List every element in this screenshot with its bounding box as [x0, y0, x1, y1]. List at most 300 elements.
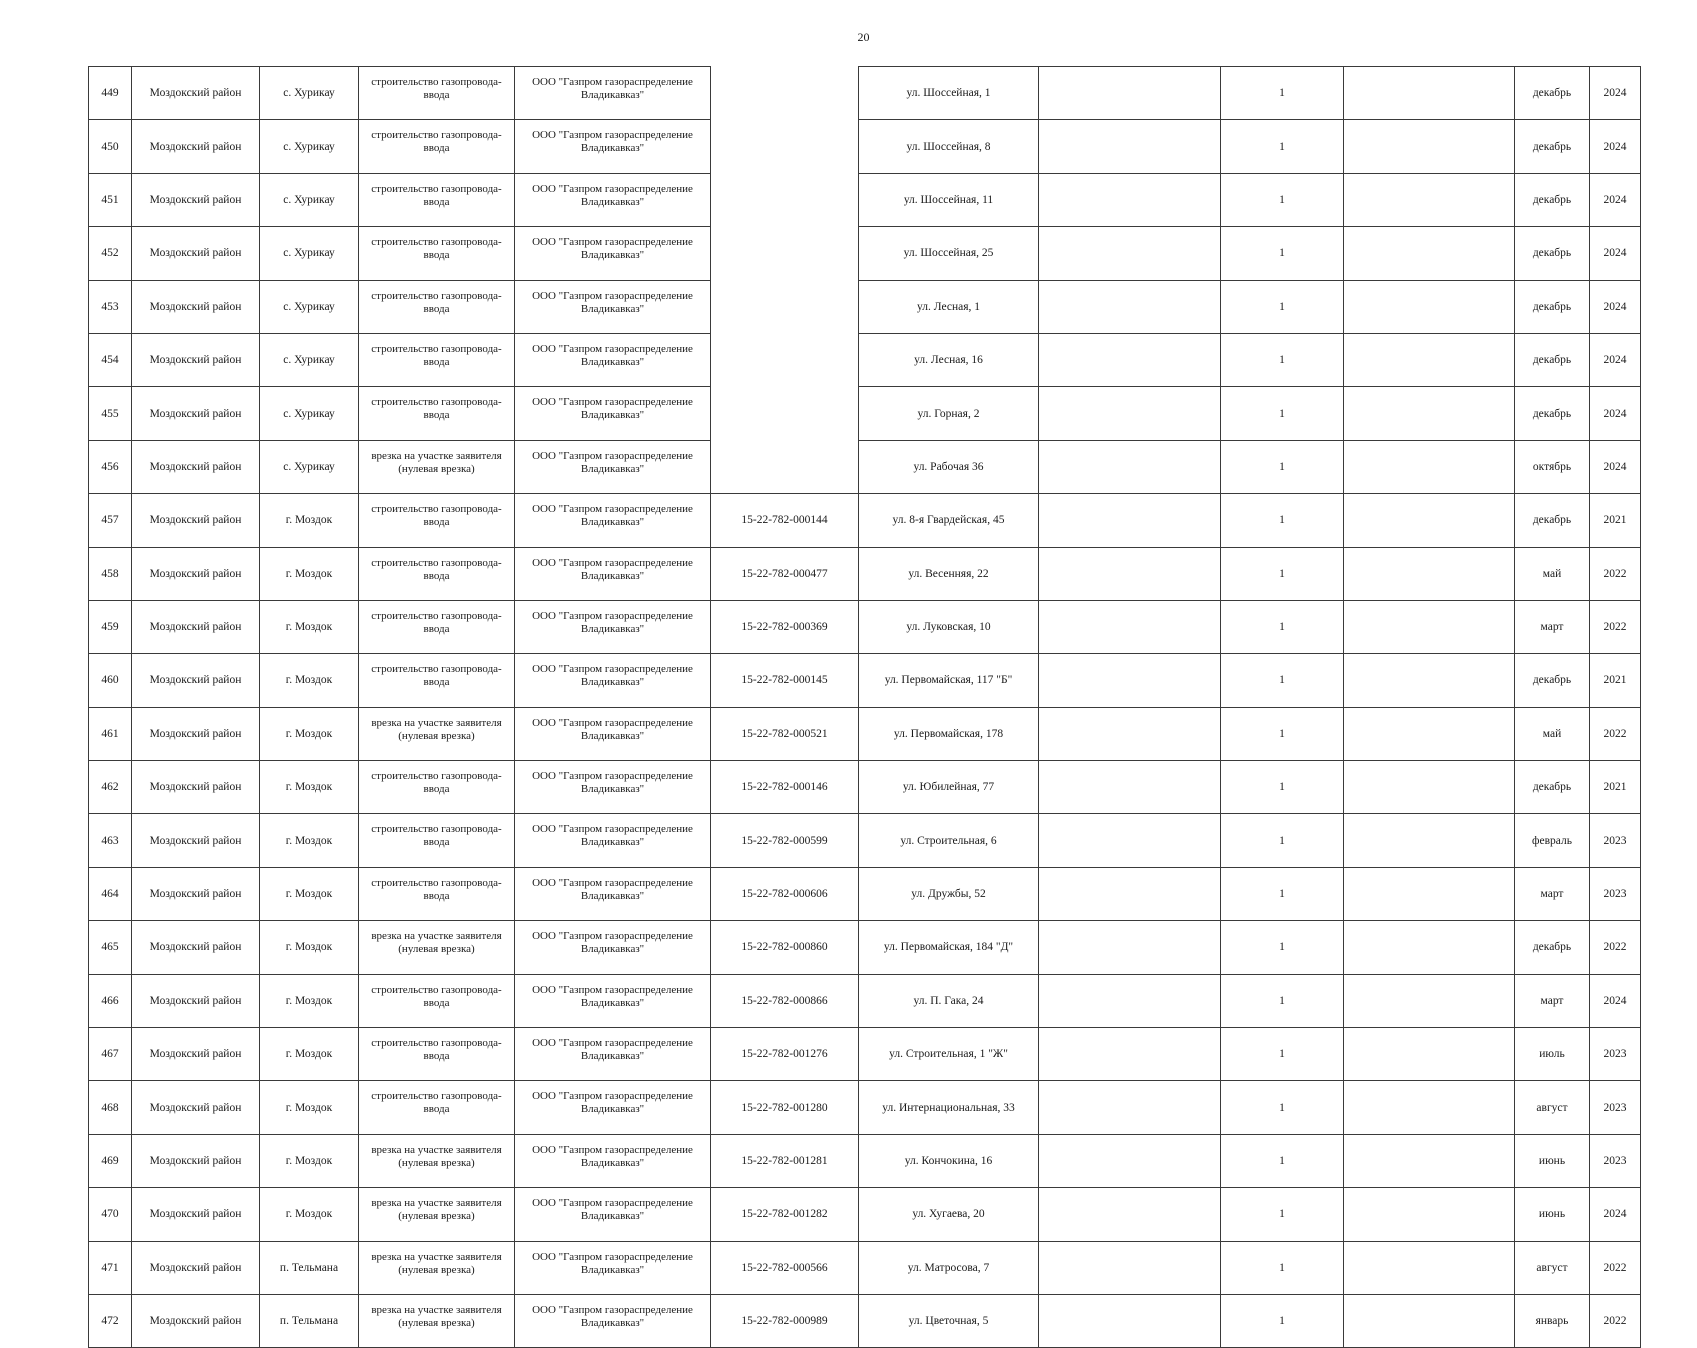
address-cell: ул. Первомайская, 117 "Б" — [859, 654, 1039, 707]
quantity-cell: 1 — [1221, 547, 1344, 600]
district-cell: Моздокский район — [132, 1294, 260, 1347]
year-cell: 2024 — [1590, 333, 1641, 386]
month-cell: март — [1515, 600, 1590, 653]
table-row — [89, 600, 1641, 653]
district-cell: Моздокский район — [132, 1081, 260, 1134]
locality-cell: п. Тельмана — [260, 1294, 359, 1347]
year-cell: 2022 — [1590, 707, 1641, 760]
empty-column-cell — [1039, 387, 1221, 440]
tech-conditions-number-cell: 15-22-782-000369 — [711, 600, 859, 653]
page-number: 20 — [857, 30, 870, 44]
work-type-cell: врезка на участке заявителя (нулевая врезка) — [359, 1188, 515, 1241]
work-type-cell: врезка на участке заявителя (нулевая врезка) — [359, 921, 515, 974]
year-cell: 2021 — [1590, 494, 1641, 547]
locality-cell: г. Моздок — [260, 494, 359, 547]
organization-cell: ООО "Газпром газораспределение Владикавказ" — [515, 1241, 711, 1294]
month-cell: декабрь — [1515, 173, 1590, 226]
work-type-cell: строительство газопровода-ввода — [359, 67, 515, 120]
table-row — [89, 654, 1641, 707]
organization-cell: ООО "Газпром газораспределение Владикавказ" — [515, 494, 711, 547]
address-cell: ул. Шоссейная, 1 — [859, 67, 1039, 120]
year-cell: 2021 — [1590, 761, 1641, 814]
organization-cell: ООО "Газпром газораспределение Владикавказ" — [515, 1028, 711, 1081]
empty-column-cell — [1344, 814, 1515, 867]
locality-cell: г. Моздок — [260, 654, 359, 707]
quantity-cell: 1 — [1221, 867, 1344, 920]
row-number-cell: 469 — [89, 1134, 132, 1187]
quantity-cell: 1 — [1221, 814, 1344, 867]
tech-conditions-number-cell: 15-22-782-000521 — [711, 707, 859, 760]
district-cell: Моздокский район — [132, 173, 260, 226]
month-cell: март — [1515, 974, 1590, 1027]
month-cell: декабрь — [1515, 67, 1590, 120]
empty-column-cell — [1344, 1134, 1515, 1187]
organization-cell: ООО "Газпром газораспределение Владикавказ" — [515, 921, 711, 974]
address-cell: ул. Матросова, 7 — [859, 1241, 1039, 1294]
empty-column-cell — [1039, 974, 1221, 1027]
month-cell: декабрь — [1515, 654, 1590, 707]
table-row — [89, 494, 1641, 547]
empty-column-cell — [1039, 1294, 1221, 1347]
row-number-cell: 459 — [89, 600, 132, 653]
district-cell: Моздокский район — [132, 921, 260, 974]
empty-column-cell — [1344, 867, 1515, 920]
empty-column-cell — [1344, 227, 1515, 280]
quantity-cell: 1 — [1221, 280, 1344, 333]
table-row — [89, 387, 1641, 440]
empty-column-cell — [1344, 974, 1515, 1027]
empty-column-cell — [1344, 440, 1515, 493]
month-cell: декабрь — [1515, 120, 1590, 173]
month-cell: декабрь — [1515, 333, 1590, 386]
district-cell: Моздокский район — [132, 600, 260, 653]
quantity-cell: 1 — [1221, 1081, 1344, 1134]
locality-cell: г. Моздок — [260, 1188, 359, 1241]
empty-column-cell — [1344, 67, 1515, 120]
locality-cell: г. Моздок — [260, 1081, 359, 1134]
district-cell: Моздокский район — [132, 1241, 260, 1294]
address-cell: ул. Строительная, 1 "Ж" — [859, 1028, 1039, 1081]
locality-cell: г. Моздок — [260, 921, 359, 974]
address-cell: ул. Первомайская, 184 "Д" — [859, 921, 1039, 974]
table-row — [89, 814, 1641, 867]
empty-column-cell — [1344, 1241, 1515, 1294]
row-number-cell: 458 — [89, 547, 132, 600]
work-type-cell: строительство газопровода-ввода — [359, 1081, 515, 1134]
empty-column-cell — [1344, 280, 1515, 333]
row-number-cell: 455 — [89, 387, 132, 440]
month-cell: июнь — [1515, 1188, 1590, 1241]
year-cell: 2023 — [1590, 1081, 1641, 1134]
address-cell: ул. Весенняя, 22 — [859, 547, 1039, 600]
table-row — [89, 1081, 1641, 1134]
tech-conditions-number-cell — [711, 67, 859, 120]
address-cell: ул. Лесная, 16 — [859, 333, 1039, 386]
year-cell: 2024 — [1590, 974, 1641, 1027]
organization-cell: ООО "Газпром газораспределение Владикавказ" — [515, 707, 711, 760]
work-type-cell: строительство газопровода-ввода — [359, 600, 515, 653]
empty-column-cell — [1344, 120, 1515, 173]
year-cell: 2023 — [1590, 1028, 1641, 1081]
year-cell: 2022 — [1590, 600, 1641, 653]
quantity-cell: 1 — [1221, 974, 1344, 1027]
locality-cell: с. Хурикау — [260, 67, 359, 120]
address-cell: ул. Интернациональная, 33 — [859, 1081, 1039, 1134]
tech-conditions-number-cell — [711, 333, 859, 386]
table-row — [89, 440, 1641, 493]
month-cell: май — [1515, 707, 1590, 760]
work-type-cell: строительство газопровода-ввода — [359, 974, 515, 1027]
locality-cell: с. Хурикау — [260, 173, 359, 226]
quantity-cell: 1 — [1221, 761, 1344, 814]
organization-cell: ООО "Газпром газораспределение Владикавказ" — [515, 227, 711, 280]
empty-column-cell — [1039, 1081, 1221, 1134]
work-type-cell: строительство газопровода-ввода — [359, 280, 515, 333]
organization-cell: ООО "Газпром газораспределение Владикавказ" — [515, 1188, 711, 1241]
organization-cell: ООО "Газпром газораспределение Владикавказ" — [515, 600, 711, 653]
empty-column-cell — [1344, 1188, 1515, 1241]
year-cell: 2023 — [1590, 867, 1641, 920]
district-cell: Моздокский район — [132, 974, 260, 1027]
organization-cell: ООО "Газпром газораспределение Владикавказ" — [515, 867, 711, 920]
work-type-cell: строительство газопровода-ввода — [359, 654, 515, 707]
district-cell: Моздокский район — [132, 333, 260, 386]
empty-column-cell — [1344, 600, 1515, 653]
locality-cell: с. Хурикау — [260, 227, 359, 280]
tech-conditions-number-cell: 15-22-782-001281 — [711, 1134, 859, 1187]
tech-conditions-number-cell: 15-22-782-001280 — [711, 1081, 859, 1134]
work-type-cell: строительство газопровода-ввода — [359, 120, 515, 173]
work-type-cell: строительство газопровода-ввода — [359, 387, 515, 440]
tech-conditions-number-cell — [711, 440, 859, 493]
locality-cell: г. Моздок — [260, 1028, 359, 1081]
quantity-cell: 1 — [1221, 67, 1344, 120]
locality-cell: с. Хурикау — [260, 387, 359, 440]
table-row — [89, 867, 1641, 920]
empty-column-cell — [1344, 1028, 1515, 1081]
month-cell: декабрь — [1515, 387, 1590, 440]
address-cell: ул. Цветочная, 5 — [859, 1294, 1039, 1347]
row-number-cell: 460 — [89, 654, 132, 707]
empty-column-cell — [1344, 761, 1515, 814]
year-cell: 2023 — [1590, 1134, 1641, 1187]
empty-column-cell — [1039, 67, 1221, 120]
quantity-cell: 1 — [1221, 173, 1344, 226]
row-number-cell: 452 — [89, 227, 132, 280]
row-number-cell: 457 — [89, 494, 132, 547]
locality-cell: г. Моздок — [260, 814, 359, 867]
empty-column-cell — [1039, 654, 1221, 707]
locality-cell: с. Хурикау — [260, 120, 359, 173]
table-row — [89, 1294, 1641, 1347]
empty-column-cell — [1344, 333, 1515, 386]
work-type-cell: строительство газопровода-ввода — [359, 761, 515, 814]
tech-conditions-number-cell — [711, 120, 859, 173]
table-row — [89, 280, 1641, 333]
table-row — [89, 67, 1641, 120]
empty-column-cell — [1039, 440, 1221, 493]
tech-conditions-number-cell: 15-22-782-000599 — [711, 814, 859, 867]
year-cell: 2024 — [1590, 120, 1641, 173]
tech-conditions-number-cell — [711, 227, 859, 280]
row-number-cell: 466 — [89, 974, 132, 1027]
work-type-cell: строительство газопровода-ввода — [359, 814, 515, 867]
quantity-cell: 1 — [1221, 1134, 1344, 1187]
year-cell: 2024 — [1590, 67, 1641, 120]
work-type-cell: врезка на участке заявителя (нулевая врезка) — [359, 440, 515, 493]
address-cell: ул. Лесная, 1 — [859, 280, 1039, 333]
organization-cell: ООО "Газпром газораспределение Владикавказ" — [515, 1134, 711, 1187]
month-cell: декабрь — [1515, 280, 1590, 333]
row-number-cell: 472 — [89, 1294, 132, 1347]
table-row — [89, 761, 1641, 814]
address-cell: ул. Хугаева, 20 — [859, 1188, 1039, 1241]
work-type-cell: врезка на участке заявителя (нулевая врезка) — [359, 707, 515, 760]
year-cell: 2023 — [1590, 814, 1641, 867]
work-type-cell: врезка на участке заявителя (нулевая врезка) — [359, 1134, 515, 1187]
empty-column-cell — [1039, 921, 1221, 974]
address-cell: ул. Строительная, 6 — [859, 814, 1039, 867]
table-row — [89, 173, 1641, 226]
year-cell: 2024 — [1590, 280, 1641, 333]
row-number-cell: 451 — [89, 173, 132, 226]
year-cell: 2024 — [1590, 1188, 1641, 1241]
table-row — [89, 333, 1641, 386]
district-cell: Моздокский район — [132, 654, 260, 707]
table-row — [89, 1134, 1641, 1187]
quantity-cell: 1 — [1221, 1028, 1344, 1081]
quantity-cell: 1 — [1221, 333, 1344, 386]
month-cell: март — [1515, 867, 1590, 920]
empty-column-cell — [1039, 1188, 1221, 1241]
organization-cell: ООО "Газпром газораспределение Владикавказ" — [515, 333, 711, 386]
empty-column-cell — [1344, 494, 1515, 547]
tech-conditions-number-cell: 15-22-782-000145 — [711, 654, 859, 707]
empty-column-cell — [1039, 1028, 1221, 1081]
district-cell: Моздокский район — [132, 761, 260, 814]
organization-cell: ООО "Газпром газораспределение Владикавказ" — [515, 1294, 711, 1347]
locality-cell: г. Моздок — [260, 867, 359, 920]
row-number-cell: 453 — [89, 280, 132, 333]
organization-cell: ООО "Газпром газораспределение Владикавказ" — [515, 547, 711, 600]
address-cell: ул. Шоссейная, 25 — [859, 227, 1039, 280]
organization-cell: ООО "Газпром газораспределение Владикавказ" — [515, 120, 711, 173]
tech-conditions-number-cell: 15-22-782-001282 — [711, 1188, 859, 1241]
organization-cell: ООО "Газпром газораспределение Владикавказ" — [515, 814, 711, 867]
table-row — [89, 1028, 1641, 1081]
empty-column-cell — [1344, 921, 1515, 974]
month-cell: август — [1515, 1081, 1590, 1134]
address-cell: ул. 8-я Гвардейская, 45 — [859, 494, 1039, 547]
row-number-cell: 454 — [89, 333, 132, 386]
row-number-cell: 464 — [89, 867, 132, 920]
district-cell: Моздокский район — [132, 494, 260, 547]
quantity-cell: 1 — [1221, 600, 1344, 653]
year-cell: 2024 — [1590, 440, 1641, 493]
row-number-cell: 461 — [89, 707, 132, 760]
district-cell: Моздокский район — [132, 440, 260, 493]
quantity-cell: 1 — [1221, 1241, 1344, 1294]
locality-cell: с. Хурикау — [260, 280, 359, 333]
address-cell: ул. Кончокина, 16 — [859, 1134, 1039, 1187]
address-cell: ул. Дружбы, 52 — [859, 867, 1039, 920]
district-cell: Моздокский район — [132, 387, 260, 440]
address-cell: ул. Горная, 2 — [859, 387, 1039, 440]
year-cell: 2024 — [1590, 227, 1641, 280]
row-number-cell: 467 — [89, 1028, 132, 1081]
empty-column-cell — [1039, 494, 1221, 547]
work-type-cell: строительство газопровода-ввода — [359, 227, 515, 280]
registry-table — [88, 66, 1641, 1348]
tech-conditions-number-cell: 15-22-782-000606 — [711, 867, 859, 920]
quantity-cell: 1 — [1221, 1188, 1344, 1241]
empty-column-cell — [1039, 333, 1221, 386]
work-type-cell: врезка на участке заявителя (нулевая врезка) — [359, 1294, 515, 1347]
organization-cell: ООО "Газпром газораспределение Владикавказ" — [515, 761, 711, 814]
district-cell: Моздокский район — [132, 1028, 260, 1081]
district-cell: Моздокский район — [132, 227, 260, 280]
quantity-cell: 1 — [1221, 387, 1344, 440]
year-cell: 2024 — [1590, 387, 1641, 440]
year-cell: 2022 — [1590, 1241, 1641, 1294]
tech-conditions-number-cell: 15-22-782-000146 — [711, 761, 859, 814]
empty-column-cell — [1039, 867, 1221, 920]
district-cell: Моздокский район — [132, 867, 260, 920]
work-type-cell: строительство газопровода-ввода — [359, 547, 515, 600]
empty-column-cell — [1039, 120, 1221, 173]
table-row — [89, 921, 1641, 974]
empty-column-cell — [1039, 173, 1221, 226]
month-cell: декабрь — [1515, 761, 1590, 814]
row-number-cell: 450 — [89, 120, 132, 173]
row-number-cell: 456 — [89, 440, 132, 493]
organization-cell: ООО "Газпром газораспределение Владикавказ" — [515, 654, 711, 707]
table-row — [89, 1188, 1641, 1241]
empty-column-cell — [1039, 814, 1221, 867]
table-row — [89, 227, 1641, 280]
organization-cell: ООО "Газпром газораспределение Владикавказ" — [515, 67, 711, 120]
month-cell: июль — [1515, 1028, 1590, 1081]
locality-cell: г. Моздок — [260, 707, 359, 760]
row-number-cell: 449 — [89, 67, 132, 120]
year-cell: 2021 — [1590, 654, 1641, 707]
quantity-cell: 1 — [1221, 654, 1344, 707]
table-row — [89, 974, 1641, 1027]
empty-column-cell — [1344, 173, 1515, 226]
organization-cell: ООО "Газпром газораспределение Владикавказ" — [515, 280, 711, 333]
empty-column-cell — [1344, 707, 1515, 760]
empty-column-cell — [1039, 547, 1221, 600]
month-cell: август — [1515, 1241, 1590, 1294]
empty-column-cell — [1039, 227, 1221, 280]
row-number-cell: 468 — [89, 1081, 132, 1134]
organization-cell: ООО "Газпром газораспределение Владикавказ" — [515, 974, 711, 1027]
year-cell: 2022 — [1590, 547, 1641, 600]
locality-cell: с. Хурикау — [260, 333, 359, 386]
quantity-cell: 1 — [1221, 120, 1344, 173]
tech-conditions-number-cell — [711, 387, 859, 440]
work-type-cell: строительство газопровода-ввода — [359, 173, 515, 226]
empty-column-cell — [1039, 1134, 1221, 1187]
quantity-cell: 1 — [1221, 1294, 1344, 1347]
locality-cell: п. Тельмана — [260, 1241, 359, 1294]
empty-column-cell — [1039, 280, 1221, 333]
address-cell: ул. Шоссейная, 8 — [859, 120, 1039, 173]
organization-cell: ООО "Газпром газораспределение Владикавказ" — [515, 440, 711, 493]
empty-column-cell — [1344, 1294, 1515, 1347]
district-cell: Моздокский район — [132, 1134, 260, 1187]
work-type-cell: строительство газопровода-ввода — [359, 333, 515, 386]
month-cell: июнь — [1515, 1134, 1590, 1187]
address-cell: ул. Юбилейная, 77 — [859, 761, 1039, 814]
work-type-cell: строительство газопровода-ввода — [359, 867, 515, 920]
tech-conditions-number-cell: 15-22-782-000866 — [711, 974, 859, 1027]
row-number-cell: 470 — [89, 1188, 132, 1241]
organization-cell: ООО "Газпром газораспределение Владикавказ" — [515, 1081, 711, 1134]
empty-column-cell — [1344, 387, 1515, 440]
district-cell: Моздокский район — [132, 120, 260, 173]
address-cell: ул. Первомайская, 178 — [859, 707, 1039, 760]
address-cell: ул. П. Гака, 24 — [859, 974, 1039, 1027]
empty-column-cell — [1039, 707, 1221, 760]
month-cell: май — [1515, 547, 1590, 600]
empty-column-cell — [1344, 654, 1515, 707]
row-number-cell: 463 — [89, 814, 132, 867]
locality-cell: с. Хурикау — [260, 440, 359, 493]
quantity-cell: 1 — [1221, 707, 1344, 760]
tech-conditions-number-cell: 15-22-782-000860 — [711, 921, 859, 974]
table-body — [89, 67, 1641, 1348]
empty-column-cell — [1344, 1081, 1515, 1134]
empty-column-cell — [1039, 761, 1221, 814]
district-cell: Моздокский район — [132, 547, 260, 600]
tech-conditions-number-cell: 15-22-782-001276 — [711, 1028, 859, 1081]
tech-conditions-number-cell: 15-22-782-000566 — [711, 1241, 859, 1294]
quantity-cell: 1 — [1221, 921, 1344, 974]
year-cell: 2024 — [1590, 173, 1641, 226]
month-cell: декабрь — [1515, 921, 1590, 974]
month-cell: октябрь — [1515, 440, 1590, 493]
quantity-cell: 1 — [1221, 227, 1344, 280]
empty-column-cell — [1039, 600, 1221, 653]
year-cell: 2022 — [1590, 1294, 1641, 1347]
quantity-cell: 1 — [1221, 494, 1344, 547]
row-number-cell: 465 — [89, 921, 132, 974]
tech-conditions-number-cell — [711, 280, 859, 333]
row-number-cell: 471 — [89, 1241, 132, 1294]
district-cell: Моздокский район — [132, 280, 260, 333]
locality-cell: г. Моздок — [260, 761, 359, 814]
address-cell: ул. Рабочая 36 — [859, 440, 1039, 493]
district-cell: Моздокский район — [132, 67, 260, 120]
tech-conditions-number-cell: 15-22-782-000144 — [711, 494, 859, 547]
locality-cell: г. Моздок — [260, 547, 359, 600]
work-type-cell: врезка на участке заявителя (нулевая врезка) — [359, 1241, 515, 1294]
quantity-cell: 1 — [1221, 440, 1344, 493]
table-row — [89, 1241, 1641, 1294]
locality-cell: г. Моздок — [260, 974, 359, 1027]
empty-column-cell — [1039, 1241, 1221, 1294]
month-cell: декабрь — [1515, 494, 1590, 547]
locality-cell: г. Моздок — [260, 1134, 359, 1187]
work-type-cell: строительство газопровода-ввода — [359, 1028, 515, 1081]
month-cell: январь — [1515, 1294, 1590, 1347]
work-type-cell: строительство газопровода-ввода — [359, 494, 515, 547]
district-cell: Моздокский район — [132, 707, 260, 760]
address-cell: ул. Шоссейная, 11 — [859, 173, 1039, 226]
month-cell: декабрь — [1515, 227, 1590, 280]
tech-conditions-number-cell: 15-22-782-000989 — [711, 1294, 859, 1347]
